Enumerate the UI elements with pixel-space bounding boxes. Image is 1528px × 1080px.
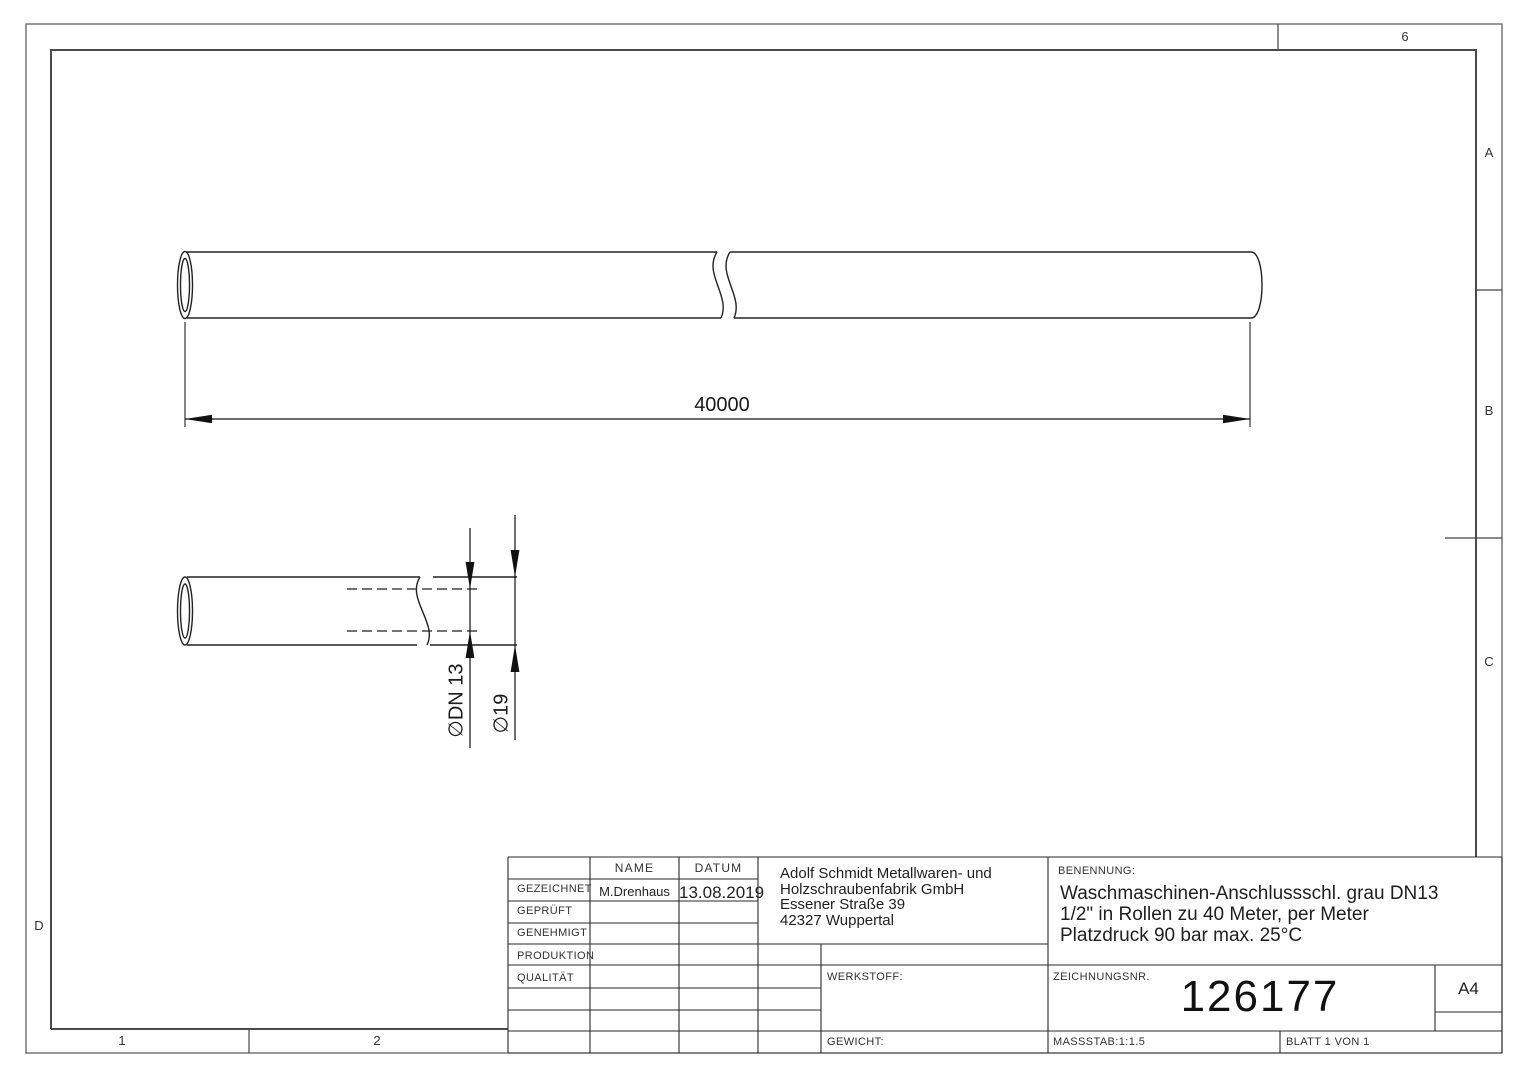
hose-end-outer: [178, 252, 193, 319]
approval-row-date: 13.08.2019: [679, 883, 765, 902]
hose-detail-view: [178, 577, 518, 645]
zone-col-2: 2: [373, 1033, 381, 1048]
massstab-label: MASSSTAB:1:1.5: [1053, 1036, 1146, 1048]
approval-header-date: DATUM: [694, 861, 743, 875]
hose-end-outer: [178, 577, 193, 645]
company-line: 42327 Wuppertal: [780, 911, 894, 929]
hidden-bore-lines: [347, 589, 477, 631]
company-address-block: [780, 866, 1045, 928]
approval-row-label: QUALITÄT: [517, 972, 574, 984]
drawing-number: 126177: [1180, 972, 1340, 1021]
long-hose-view: [178, 252, 1263, 319]
benennung-label: BENENNUNG:: [1058, 865, 1136, 877]
zone-row-a: A: [1484, 145, 1494, 160]
arrowhead-up: [511, 645, 520, 672]
company-line: Adolf Schmidt Metallwaren- und: [780, 865, 992, 882]
zone-col-6: 6: [1401, 29, 1409, 44]
zone-row-d: D: [34, 918, 44, 933]
blatt-label: BLATT 1 VON 1: [1286, 1036, 1370, 1048]
hose-end-inner: [181, 259, 190, 312]
benennung-text: [1060, 883, 1500, 946]
dimension-inner-diameter-value: ∅DN 13: [445, 663, 468, 738]
benennung-line: Platzdruck 90 bar max. 25°C: [1060, 925, 1303, 946]
approval-row-label: PRODUKTION: [517, 950, 595, 962]
arrowhead-left: [185, 415, 212, 423]
arrowhead-right: [1223, 415, 1250, 423]
zone-col-1: 1: [118, 1033, 126, 1048]
company-line: Essener Straße 39: [780, 896, 906, 913]
dimension-length-value: 40000: [694, 394, 750, 416]
zone-row-b: B: [1484, 403, 1494, 418]
zeichnungsnr-label: ZEICHNUNGSNR.: [1053, 971, 1150, 983]
break-symbol: [416, 577, 429, 645]
gewicht-label: GEWICHT:: [827, 1036, 884, 1048]
benennung-line: 1/2" in Rollen zu 40 Meter, per Meter: [1060, 904, 1369, 925]
dimension-outer-diameter-value: ∅19: [490, 693, 513, 734]
approval-row-label: GEPRÜFT: [517, 905, 573, 917]
werkstoff-label: WERKSTOFF:: [827, 971, 903, 983]
approval-header-name: NAME: [614, 861, 655, 875]
benennung-line: Waschmaschinen-Anschlussschl. grau DN13: [1060, 883, 1439, 904]
approval-row-name: M.Drenhaus: [599, 884, 670, 899]
arrowhead-down: [511, 550, 520, 577]
paper-format: A4: [1458, 979, 1479, 998]
zone-row-c: C: [1484, 654, 1494, 669]
arrowhead-down: [466, 562, 475, 589]
hose-rounded-cap: [1251, 252, 1262, 318]
approval-row-label: GEZEICHNET: [517, 883, 592, 895]
break-symbol: [713, 252, 736, 318]
company-line: Holzschraubenfabrik GmbH: [780, 880, 965, 898]
hose-end-inner: [181, 584, 190, 638]
approval-row-label: GENEHMIGT: [517, 927, 588, 939]
